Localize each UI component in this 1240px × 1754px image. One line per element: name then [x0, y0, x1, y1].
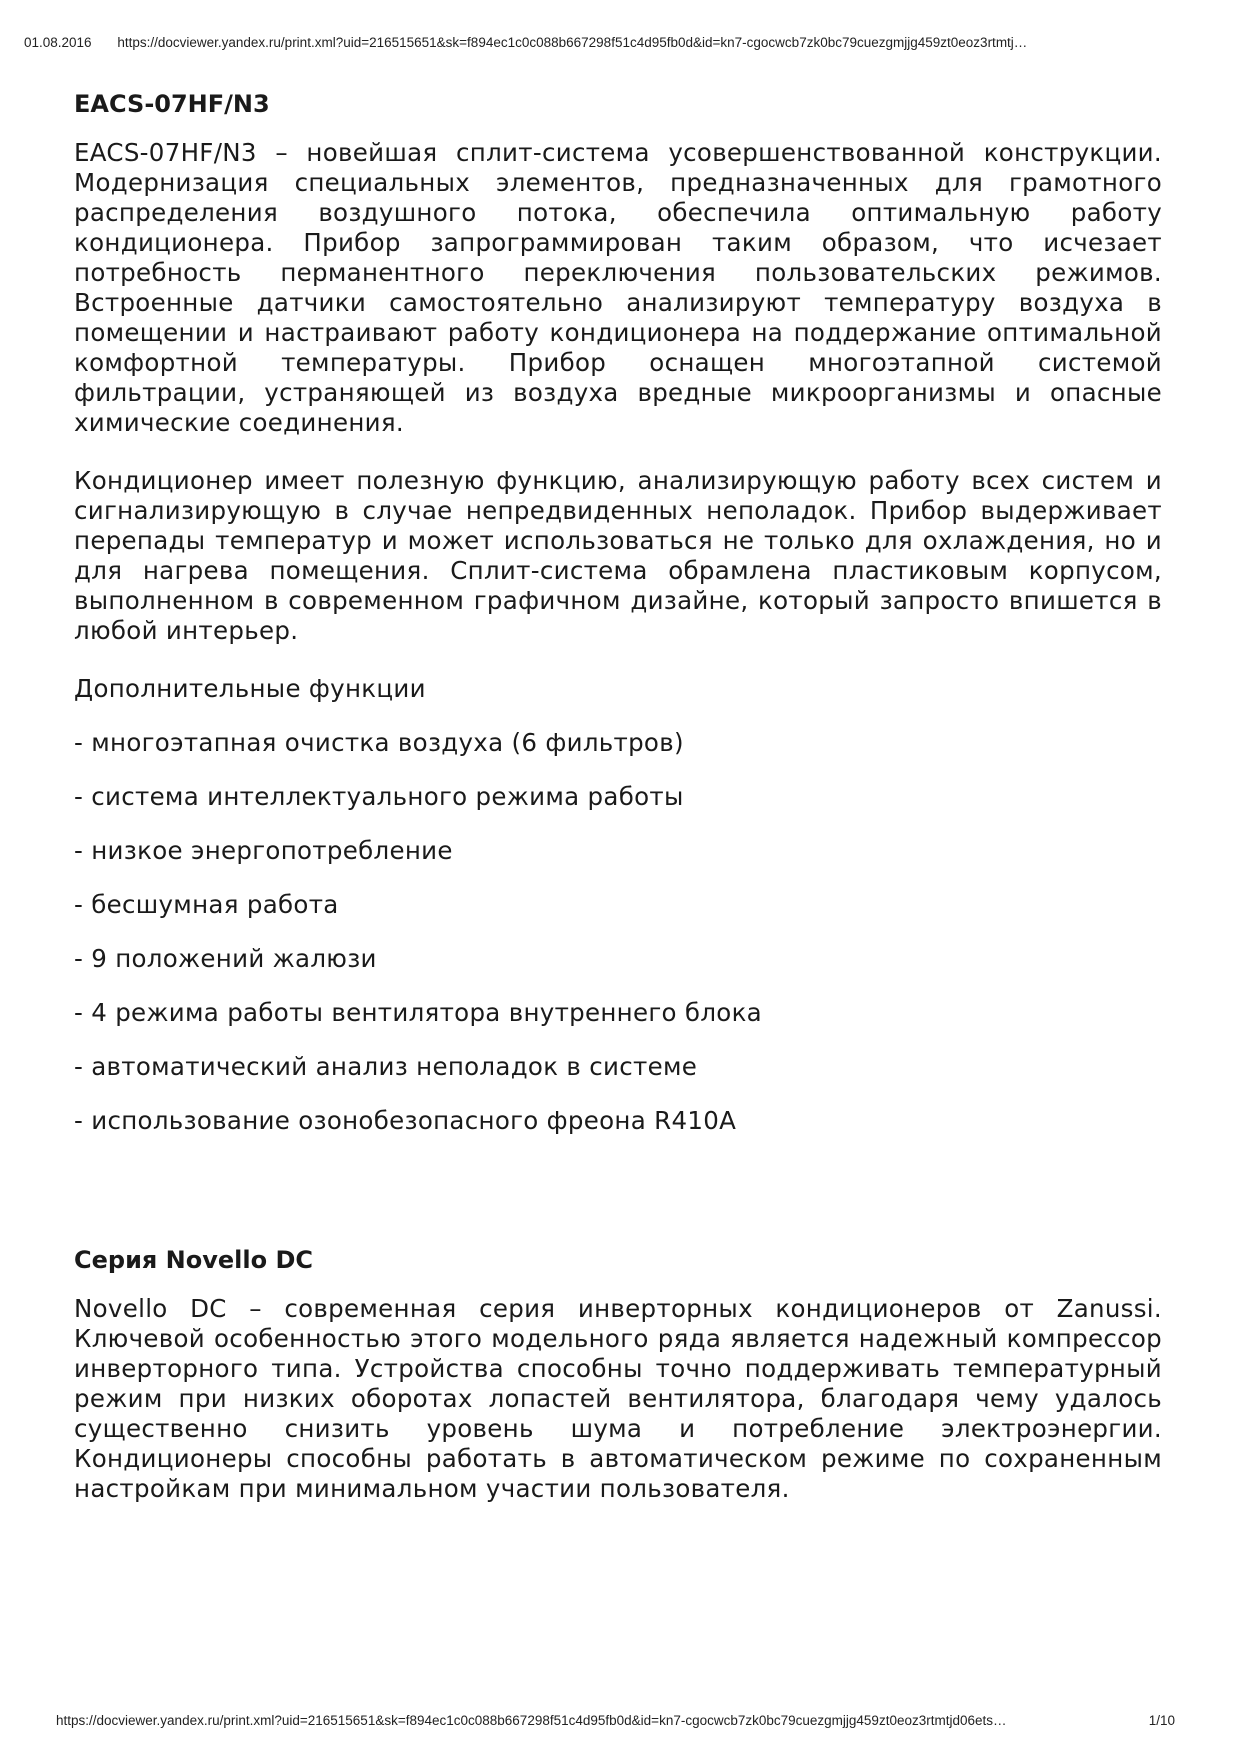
section1-paragraph-2: Кондиционер имеет полезную функцию, анализирующую работу всех систем и сигнализирующую в случае непредвиденных неполадок. Прибор выдерживает перепады температур и может использоваться не только для охлаждения, но и для нагрева помещения. Сплит-система обрамлена пластиковым корпусом, выполненном в современном графичном дизайне, который запросто впишется в любой интерьер.: [74, 466, 1162, 645]
print-url: https://docviewer.yandex.ru/print.xml?uid=216515651&sk=f894ec1c0c088b667298f51c4d95fb0d&id=kn7-cgocwcb7zk0bc79cuezgmjjg459zt0eoz3rtmtj…: [117, 35, 1028, 50]
section-title-eacs: EACS-07HF/N3: [74, 90, 270, 118]
print-date: 01.08.2016: [24, 35, 92, 50]
feature-item: - автоматический анализ неполадок в системе: [74, 1052, 698, 1081]
feature-item: - использование озонобезопасного фреона R410A: [74, 1106, 737, 1135]
features-title: Дополнительные функции: [74, 674, 426, 703]
section2-paragraph-1: Novello DC – современная серия инверторных кондиционеров от Zanussi. Ключевой особенностью этого модельного ряда является надежный компрессор инверторного типа. Устройства способны точно поддерживать температурный режим при низких оборотах лопастей вентилятора, благодаря чему удалось существенно снизить уровень шума и потребление электроэнергии. Кондиционеры способны работать в автоматическом режиме по сохраненным настройкам при минимальном участии пользователя.: [74, 1294, 1162, 1503]
section-title-novello: Серия Novello DC: [74, 1246, 313, 1274]
print-header: [24, 35, 1200, 50]
footer-url: https://docviewer.yandex.ru/print.xml?uid=216515651&sk=f894ec1c0c088b667298f51c4d95fb0d&id=kn7-cgocwcb7zk0bc79cuezgmjjg459zt0eoz3rtmtjd06ets…: [56, 1713, 1007, 1728]
page-number: 1/10: [1148, 1713, 1175, 1728]
print-footer: [56, 1713, 1175, 1728]
document-content: [74, 84, 1162, 1504]
feature-item: - низкое энергопотребление: [74, 836, 453, 865]
feature-item: - 4 режима работы вентилятора внутреннего блока: [74, 998, 762, 1027]
feature-item: - бесшумная работа: [74, 890, 339, 919]
feature-item: - система интеллектуального режима работы: [74, 782, 684, 811]
feature-item: - многоэтапная очистка воздуха (6 фильтров): [74, 728, 684, 757]
feature-item: - 9 положений жалюзи: [74, 944, 377, 973]
section1-paragraph-1: EACS-07HF/N3 – новейшая сплит-система усовершенствованной конструкции. Модернизация специальных элементов, предназначенных для грамотного распределения воздушного потока, обеспечила оптимальную работу кондиционера. Прибор запрограммирован таким образом, что исчезает потребность перманентного переключения пользовательских режимов. Встроенные датчики самостоятельно анализируют температуру воздуха в помещении и настраивают работу кондиционера на поддержание оптимальной комфортной температуры. Прибор оснащен многоэтапной системой фильтрации, устраняющей из воздуха вредные микроорганизмы и опасные химические соединения.: [74, 138, 1162, 437]
